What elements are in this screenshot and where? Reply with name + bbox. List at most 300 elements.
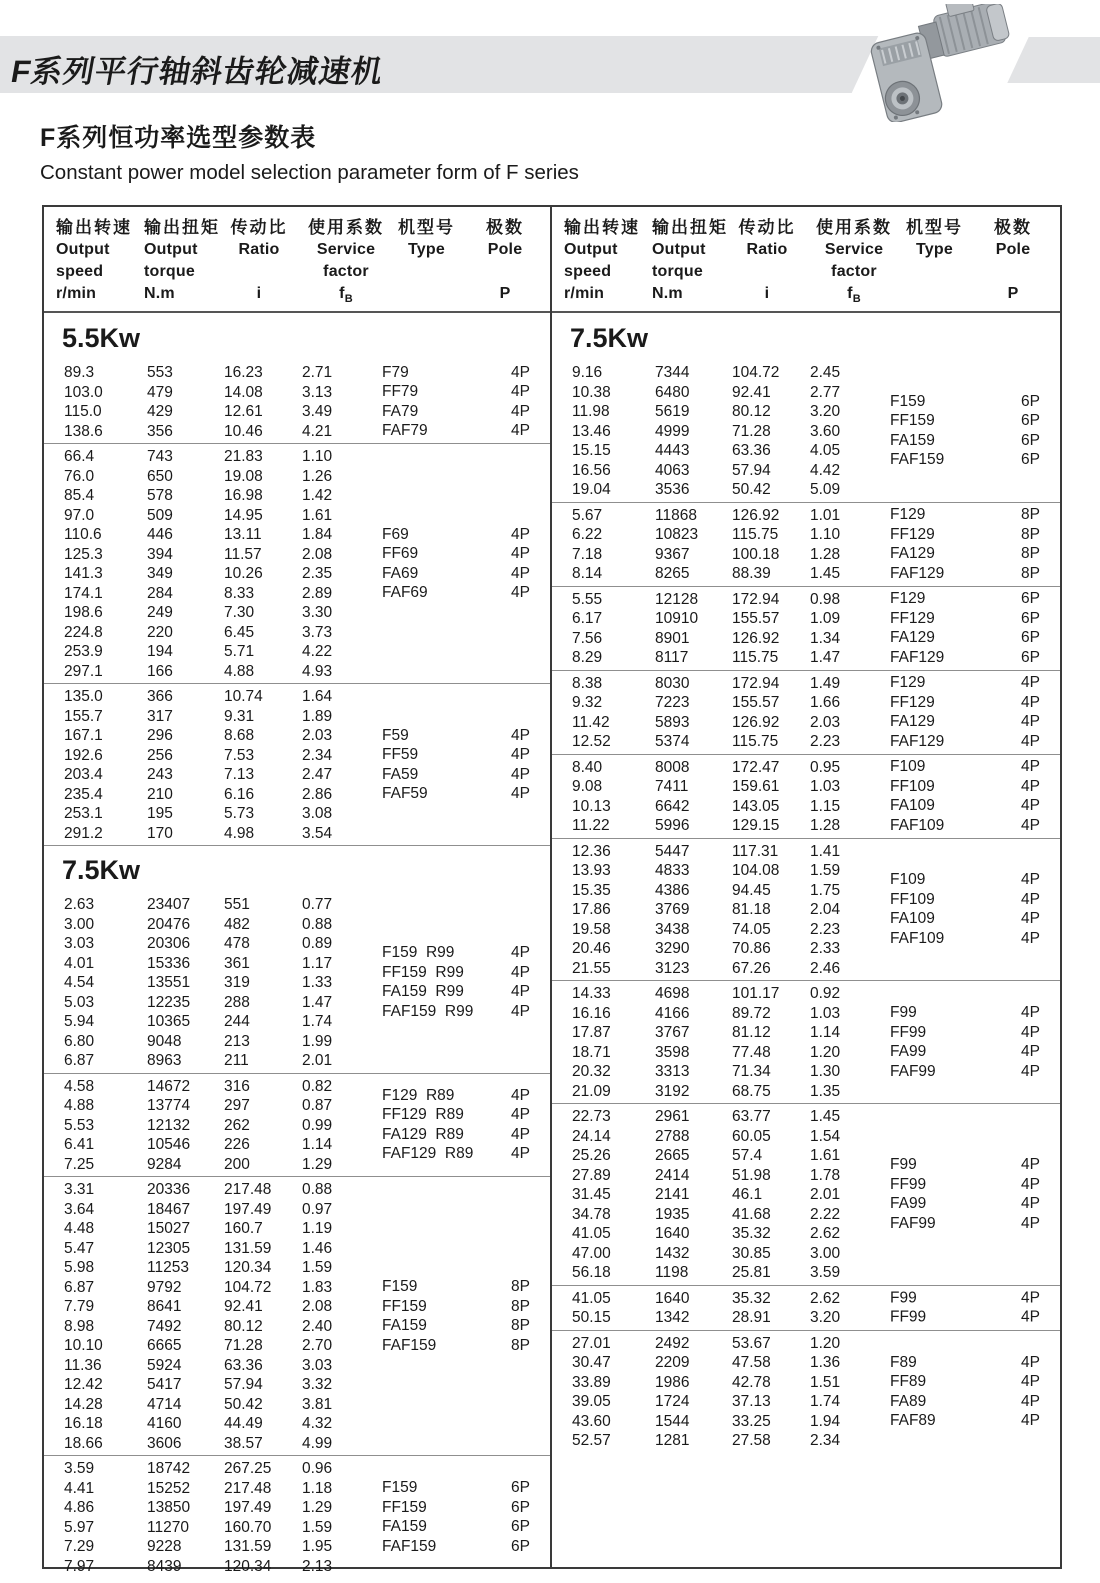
- header-unit: r/min: [564, 285, 605, 302]
- type-cell: FF59: [382, 746, 419, 763]
- output-torque-cell: 8439: [147, 1557, 182, 1575]
- output-torque-cell: 8641: [147, 1298, 182, 1315]
- model-line: [382, 1125, 530, 1145]
- type-cell: FF69: [382, 545, 419, 562]
- output-speed-cell: 31.45: [572, 1186, 611, 1203]
- output-speed-cell: 16.18: [64, 1415, 103, 1432]
- output-speed-cell: 10.10: [64, 1337, 103, 1354]
- type-cell: F69: [382, 525, 409, 543]
- type-cell: FAF89: [890, 1412, 936, 1429]
- output-torque-cell: 356: [147, 422, 173, 440]
- service-factor-cell: 2.89: [302, 584, 333, 602]
- output-torque-cell: 18467: [147, 1200, 191, 1218]
- header-en: speed: [564, 263, 612, 280]
- ratio-cell: 551: [224, 896, 250, 913]
- table-left-half: [44, 207, 552, 1575]
- ratio-cell: 60.05: [732, 1127, 771, 1145]
- table-row: [552, 959, 1060, 979]
- model-line: [382, 525, 530, 545]
- output-torque-cell: 1986: [655, 1373, 690, 1391]
- service-factor-cell: 4.22: [302, 643, 333, 660]
- output-speed-cell: 253.1: [64, 805, 103, 822]
- output-torque-cell: 1544: [655, 1412, 690, 1430]
- ratio-cell: 100.18: [732, 545, 780, 563]
- type-cell: FA159: [890, 431, 935, 449]
- output-torque-cell: 13774: [147, 1097, 191, 1114]
- output-speed-cell: 11.36: [64, 1356, 102, 1374]
- type-cell: FAF129: [890, 564, 945, 582]
- service-factor-cell: 0.82: [302, 1077, 333, 1095]
- output-torque-cell: 15336: [147, 954, 191, 972]
- service-factor-cell: 1.84: [302, 526, 333, 543]
- output-speed-cell: 10.38: [572, 383, 611, 401]
- service-factor-cell: 1.47: [810, 649, 841, 666]
- model-line: [382, 564, 530, 584]
- header-en: Service: [824, 241, 884, 258]
- type-cell: FF159: [890, 412, 935, 430]
- header-en: Ratio: [238, 241, 280, 258]
- service-factor-cell: 2.77: [810, 383, 841, 401]
- output-torque-cell: 12128: [655, 590, 699, 608]
- header-en: Pole: [487, 241, 523, 258]
- service-factor-cell: 4.99: [302, 1434, 333, 1452]
- output-speed-cell: 3.00: [64, 915, 95, 933]
- type-cell: F79: [382, 363, 409, 381]
- table-row: [44, 1356, 550, 1376]
- service-factor-cell: 1.20: [810, 1334, 841, 1352]
- output-speed-cell: 19.58: [572, 920, 611, 938]
- output-speed-cell: 4.86: [64, 1499, 95, 1516]
- type-cell: FA79: [382, 402, 419, 420]
- ratio-cell: 4.88: [224, 662, 255, 680]
- output-torque-cell: 220: [147, 623, 173, 641]
- model-group: [552, 360, 1060, 503]
- output-speed-cell: 14.33: [572, 985, 611, 1002]
- output-torque-cell: 11868: [655, 506, 697, 524]
- output-torque-cell: 195: [147, 805, 173, 822]
- pole-cell: 4P: [1021, 1214, 1040, 1232]
- ratio-cell: 92.41: [732, 383, 771, 401]
- ratio-cell: 262: [224, 1116, 250, 1134]
- service-factor-cell: 0.88: [302, 915, 333, 933]
- model-type-block: [890, 1353, 1040, 1431]
- service-factor-cell: 1.89: [302, 707, 333, 725]
- model-line: [890, 1411, 1040, 1431]
- ratio-cell: 104.08: [732, 862, 780, 879]
- ratio-cell: 50.42: [224, 1395, 263, 1413]
- output-torque-cell: 9228: [147, 1538, 182, 1555]
- output-torque-cell: 317: [147, 707, 173, 725]
- output-speed-cell: 7.29: [64, 1538, 95, 1555]
- ratio-cell: 160.70: [224, 1518, 272, 1536]
- model-line: [890, 1214, 1040, 1234]
- header-unit: N.m: [144, 285, 175, 302]
- pole-cell: 8P: [1021, 564, 1040, 582]
- service-factor-cell: 1.30: [810, 1063, 841, 1080]
- service-factor-cell: 3.59: [810, 1264, 841, 1281]
- pole-cell: 4P: [511, 746, 530, 763]
- output-torque-cell: 3123: [655, 959, 690, 977]
- output-speed-cell: 85.4: [64, 487, 95, 504]
- ratio-cell: 25.81: [732, 1264, 771, 1281]
- model-line: [382, 583, 530, 603]
- model-group: [44, 444, 550, 684]
- header-en: Ratio: [746, 241, 788, 258]
- output-torque-cell: 578: [147, 487, 173, 504]
- table-row: [44, 1557, 550, 1577]
- output-torque-cell: 10546: [147, 1136, 191, 1153]
- output-speed-cell: 33.89: [572, 1373, 611, 1391]
- table-row: [44, 1459, 550, 1479]
- type-cell: FAF99: [890, 1214, 936, 1232]
- header-zh: 输出扭矩: [144, 218, 220, 237]
- output-speed-cell: 6.41: [64, 1136, 95, 1153]
- pole-cell: 4P: [511, 1145, 530, 1163]
- model-line: [890, 1023, 1040, 1043]
- output-speed-cell: 41.05: [572, 1225, 611, 1242]
- output-torque-cell: 394: [147, 545, 173, 563]
- model-type-block: [890, 1288, 1040, 1327]
- output-torque-cell: 4999: [655, 422, 690, 440]
- output-speed-cell: 6.87: [64, 1052, 95, 1069]
- output-torque-cell: 4698: [655, 985, 690, 1002]
- pole-cell: 4P: [511, 584, 530, 601]
- pole-cell: 4P: [1021, 1175, 1040, 1193]
- service-factor-cell: 1.29: [302, 1155, 333, 1173]
- service-factor-cell: 1.10: [302, 448, 333, 465]
- output-torque-cell: 1432: [655, 1244, 690, 1262]
- output-torque-cell: 243: [147, 766, 173, 783]
- output-torque-cell: 7223: [655, 694, 690, 711]
- header-zh: 机型号: [906, 218, 963, 237]
- output-torque-cell: 8030: [655, 674, 690, 692]
- ratio-cell: 10.46: [224, 422, 263, 440]
- pole-cell: 6P: [511, 1518, 530, 1535]
- model-line: [890, 544, 1040, 564]
- type-cell: FF159: [382, 1498, 427, 1516]
- type-cell: F109: [890, 871, 926, 889]
- output-speed-cell: 7.97: [64, 1557, 95, 1575]
- ratio-cell: 67.26: [732, 959, 771, 977]
- output-torque-cell: 5619: [655, 403, 690, 420]
- table-row: [44, 824, 550, 844]
- pole-cell: 4P: [511, 363, 530, 381]
- service-factor-cell: 5.09: [810, 481, 841, 498]
- ratio-cell: 131.59: [224, 1239, 272, 1257]
- model-type-block: [890, 673, 1040, 751]
- model-type-block: [890, 1155, 1040, 1233]
- model-line: [890, 1062, 1040, 1082]
- output-torque-cell: 1342: [655, 1309, 690, 1326]
- ratio-cell: 7.13: [224, 766, 255, 783]
- output-speed-cell: 11.98: [572, 403, 610, 420]
- ratio-cell: 16.98: [224, 487, 263, 504]
- table-title-zh: F系列恒功率选型参数表: [40, 124, 317, 152]
- model-group: [552, 1286, 1060, 1331]
- power-section-heading: 5.5Kw: [62, 323, 141, 353]
- output-speed-cell: 167.1: [64, 727, 103, 744]
- ratio-cell: 126.92: [732, 713, 780, 731]
- ratio-cell: 172.94: [732, 674, 780, 692]
- output-speed-cell: 4.54: [64, 974, 95, 991]
- output-torque-cell: 1640: [655, 1289, 690, 1307]
- type-cell: F129 R89: [382, 1086, 455, 1104]
- output-torque-cell: 5447: [655, 842, 690, 860]
- model-line: [382, 1297, 530, 1317]
- table-row: [44, 1032, 550, 1052]
- service-factor-cell: 1.36: [810, 1354, 841, 1371]
- output-speed-cell: 3.64: [64, 1200, 95, 1218]
- service-factor-cell: 1.28: [810, 545, 841, 563]
- ratio-cell: 482: [224, 915, 250, 933]
- header-en: [220, 261, 298, 283]
- header-en: [977, 261, 1049, 283]
- ratio-cell: 316: [224, 1077, 250, 1095]
- ratio-cell: 200: [224, 1155, 250, 1173]
- ratio-cell: 9.31: [224, 707, 255, 725]
- model-type-block: [382, 363, 530, 441]
- model-line: [890, 890, 1040, 910]
- output-torque-cell: 2665: [655, 1147, 690, 1164]
- output-speed-cell: 135.0: [64, 688, 103, 705]
- table-row: [552, 1082, 1060, 1102]
- pole-cell: 4P: [511, 383, 530, 400]
- ratio-cell: 35.32: [732, 1289, 771, 1307]
- model-line: [890, 1155, 1040, 1175]
- model-type-block: [890, 1003, 1040, 1081]
- output-speed-cell: 6.80: [64, 1032, 95, 1050]
- output-torque-cell: 3767: [655, 1024, 690, 1041]
- output-speed-cell: 27.01: [572, 1334, 611, 1352]
- ratio-cell: 14.95: [224, 506, 263, 524]
- table-row: [552, 1107, 1060, 1127]
- ratio-cell: 5.73: [224, 805, 255, 822]
- output-speed-cell: 235.4: [64, 785, 103, 803]
- pole-cell: 4P: [1021, 871, 1040, 889]
- output-torque-cell: 1724: [655, 1393, 690, 1410]
- output-speed-cell: 13.46: [572, 422, 611, 440]
- output-torque-cell: 9048: [147, 1032, 182, 1050]
- ratio-cell: 5.71: [224, 643, 255, 660]
- pole-cell: 4P: [511, 785, 530, 802]
- header-unit: r/min: [56, 285, 97, 302]
- output-speed-cell: 8.40: [572, 758, 603, 776]
- service-factor-cell: 1.03: [810, 1004, 841, 1022]
- ratio-cell: 160.7: [224, 1220, 263, 1237]
- output-speed-cell: 5.94: [64, 1013, 95, 1030]
- service-factor-cell: 1.78: [810, 1166, 841, 1184]
- output-speed-cell: 203.4: [64, 766, 103, 783]
- header-zh: 极数: [486, 218, 524, 237]
- ratio-cell: 155.57: [732, 694, 780, 711]
- output-speed-cell: 25.26: [572, 1147, 611, 1164]
- model-line: [890, 628, 1040, 648]
- output-torque-cell: 3606: [147, 1434, 182, 1452]
- table-row: [552, 363, 1060, 383]
- gear-reducer-image: [848, 4, 1023, 122]
- pole-cell: 4P: [1021, 816, 1040, 834]
- ratio-cell: 71.28: [224, 1337, 263, 1354]
- ratio-cell: 104.72: [732, 364, 780, 381]
- output-speed-cell: 30.47: [572, 1354, 611, 1371]
- output-torque-cell: 12132: [147, 1116, 191, 1134]
- service-factor-cell: 0.97: [302, 1200, 333, 1218]
- output-torque-cell: 1198: [655, 1264, 689, 1281]
- model-line: [382, 1277, 530, 1297]
- service-factor-cell: 1.29: [302, 1499, 333, 1516]
- model-line: [890, 1353, 1040, 1373]
- model-line: [382, 784, 530, 804]
- service-factor-cell: 1.46: [302, 1239, 333, 1257]
- service-factor-cell: 1.54: [810, 1127, 841, 1145]
- service-factor-cell: 4.42: [810, 461, 841, 479]
- output-torque-cell: 2414: [655, 1166, 690, 1184]
- type-cell: F99: [890, 1156, 917, 1174]
- service-factor-cell: 2.33: [810, 940, 841, 957]
- output-speed-cell: 34.78: [572, 1205, 611, 1223]
- model-type-block: [382, 943, 530, 1021]
- type-cell: F59: [382, 726, 409, 744]
- header-en: [882, 261, 987, 283]
- type-cell: FAF159 R99: [382, 1002, 474, 1020]
- header-unit: P: [499, 285, 511, 302]
- service-factor-cell: 1.49: [810, 674, 841, 692]
- table-body-right: [552, 313, 1060, 1453]
- ratio-cell: 81.12: [732, 1024, 771, 1041]
- ratio-cell: 10.26: [224, 565, 263, 582]
- model-line: [890, 816, 1040, 836]
- ratio-cell: 89.72: [732, 1004, 771, 1022]
- output-torque-cell: 650: [147, 467, 173, 485]
- table-row: [44, 707, 550, 727]
- table-row: [44, 1219, 550, 1239]
- output-torque-cell: 349: [147, 565, 173, 582]
- ratio-cell: 115.75: [732, 526, 779, 543]
- model-line: [890, 732, 1040, 752]
- model-line: [890, 1308, 1040, 1328]
- output-speed-cell: 97.0: [64, 506, 95, 524]
- model-group: [44, 684, 550, 846]
- output-torque-cell: 210: [147, 785, 173, 803]
- header-unit: i: [256, 285, 262, 302]
- table-title-block: [40, 118, 579, 185]
- pole-cell: 4P: [1021, 693, 1040, 711]
- table-row: [44, 915, 550, 935]
- output-torque-cell: 2141: [655, 1186, 690, 1203]
- output-torque-cell: 3313: [655, 1063, 690, 1080]
- ratio-cell: 80.12: [732, 403, 771, 420]
- output-speed-cell: 18.71: [572, 1043, 611, 1061]
- model-type-block: [890, 870, 1040, 948]
- ratio-cell: 126.92: [732, 629, 780, 647]
- pole-cell: 4P: [1021, 1195, 1040, 1213]
- service-factor-cell: 1.41: [810, 842, 841, 860]
- parameter-table: [42, 205, 1062, 1575]
- output-torque-cell: 366: [147, 688, 173, 705]
- model-line: [890, 1194, 1040, 1214]
- output-torque-cell: 6642: [655, 797, 690, 815]
- pole-cell: 4P: [511, 944, 530, 962]
- ratio-cell: 57.94: [732, 461, 771, 479]
- model-type-block: [382, 1478, 530, 1556]
- output-torque-cell: 3536: [655, 481, 690, 498]
- header-unit: N.m: [652, 285, 683, 302]
- output-speed-cell: 24.14: [572, 1127, 611, 1145]
- output-torque-cell: 11270: [147, 1518, 189, 1536]
- header-col: [728, 217, 806, 305]
- output-speed-cell: 11.42: [572, 713, 610, 731]
- output-speed-cell: 155.7: [64, 707, 103, 725]
- header-unit: $f_B$: [339, 285, 353, 306]
- output-torque-cell: 7411: [655, 778, 689, 795]
- table-body-left: [44, 313, 550, 1578]
- service-factor-cell: 3.81: [302, 1395, 333, 1413]
- type-cell: FAF59: [382, 785, 428, 802]
- pole-cell: 4P: [511, 963, 530, 981]
- output-torque-cell: 1640: [655, 1225, 690, 1242]
- output-speed-cell: 12.52: [572, 733, 611, 750]
- type-cell: F99: [890, 1004, 917, 1021]
- pole-cell: 6P: [1021, 609, 1040, 627]
- table-right-half: [552, 207, 1060, 1567]
- output-speed-cell: 41.05: [572, 1289, 611, 1307]
- ratio-cell: 51.98: [732, 1166, 771, 1184]
- output-speed-cell: 12.42: [64, 1376, 103, 1393]
- service-factor-cell: 0.89: [302, 935, 333, 952]
- service-factor-cell: 1.33: [302, 974, 333, 991]
- ratio-cell: 117.31: [732, 842, 779, 860]
- type-cell: F159: [890, 392, 926, 410]
- pole-cell: 8P: [511, 1297, 530, 1315]
- header-zh: 使用系数: [308, 218, 384, 237]
- output-speed-cell: 9.08: [572, 778, 603, 795]
- ratio-cell: 33.25: [732, 1412, 771, 1430]
- model-line: [382, 1517, 530, 1537]
- output-torque-cell: 7344: [655, 364, 690, 381]
- pole-cell: 4P: [1021, 1412, 1040, 1429]
- output-speed-cell: 15.35: [572, 881, 611, 899]
- ratio-cell: 297: [224, 1097, 250, 1114]
- output-speed-cell: 43.60: [572, 1412, 611, 1430]
- output-torque-cell: 10823: [655, 526, 699, 543]
- output-torque-cell: 5374: [655, 733, 690, 750]
- output-torque-cell: 5924: [147, 1356, 182, 1374]
- output-torque-cell: 7492: [147, 1317, 182, 1335]
- service-factor-cell: 2.62: [810, 1225, 841, 1242]
- service-factor-cell: 3.08: [302, 805, 333, 822]
- pole-cell: 4P: [1021, 777, 1040, 795]
- table-row: [44, 506, 550, 526]
- model-line: [382, 544, 530, 564]
- type-cell: FA109: [890, 797, 935, 814]
- pole-cell: 4P: [1021, 674, 1040, 691]
- type-cell: FAF159: [382, 1537, 437, 1555]
- ratio-cell: 7.53: [224, 746, 255, 764]
- type-cell: FA129: [890, 713, 935, 730]
- model-line: [382, 726, 530, 746]
- type-cell: FA99: [890, 1195, 927, 1213]
- type-cell: FF129 R89: [382, 1106, 464, 1124]
- output-torque-cell: 20476: [147, 915, 191, 933]
- model-line: [382, 1478, 530, 1498]
- type-cell: FAF159: [382, 1336, 437, 1354]
- pole-cell: 4P: [1021, 732, 1040, 750]
- pole-cell: 4P: [1021, 1289, 1040, 1306]
- output-torque-cell: 6480: [655, 383, 690, 401]
- table-row: [552, 480, 1060, 500]
- pole-cell: 4P: [1021, 1308, 1040, 1326]
- output-speed-cell: 198.6: [64, 604, 103, 621]
